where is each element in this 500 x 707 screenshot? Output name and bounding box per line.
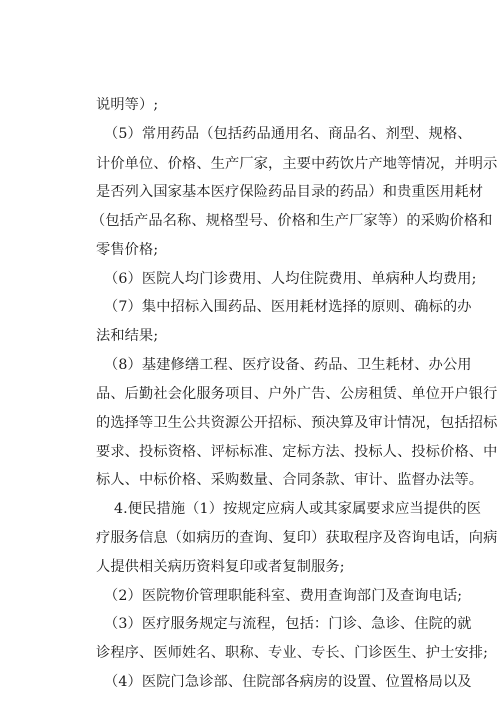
body-text-line: 计价单位、价格、生产厂家，主要中药饮片产地等情况，并明示 <box>96 156 498 172</box>
body-text-line: 疗服务信息（如病历的查询、复印）获取程序及咨询电话，向病 <box>96 530 498 546</box>
body-text-line: （2）医院物价管理职能科室、费用查询部门及查询电话; <box>104 588 463 604</box>
body-text-line: （4）医院门急诊部、住院部各病房的设置、位置格局以及 <box>104 674 472 690</box>
body-text-line: （5）常用药品（包括药品通用名、商品名、剂型、规格、 <box>104 126 472 142</box>
body-text-line: 4.便民措施（1）按规定应病人或其家属要求应当提供的医 <box>114 501 482 517</box>
body-text-line: 人提供相关病历资料复印或者复制服务; <box>96 559 345 575</box>
body-text-line: 要求、投标资格、评标标准、定标方法、投标人、投标价格、中 <box>96 444 498 460</box>
body-text-line: 是否列入国家基本医疗保险药品目录的药品）和贵重医用耗材 <box>96 184 484 200</box>
body-text-line: （8）基建修缮工程、医疗设备、药品、卫生耗材、办公用 <box>104 357 472 373</box>
body-text-line: 的选择等卫生公共资源公开招标、预决算及审计情况，包括招标 <box>96 415 498 431</box>
body-text-line: （6）医院人均门诊费用、人均住院费用、单病种人均费用; <box>104 271 477 287</box>
body-text-line: （3）医疗服务规定与流程，包括：门诊、急诊、住院的就 <box>104 616 472 632</box>
body-text-line: 法和结果; <box>96 328 159 344</box>
body-text-line: 说明等）; <box>96 97 159 113</box>
body-text-line: 标人、中标价格、采购数量、合同条款、审计、监督办法等。 <box>96 472 484 488</box>
body-text-line: （7）集中招标入围药品、医用耗材选择的原则、确标的办 <box>104 299 472 315</box>
body-text-line: 品、后勤社会化服务项目、户外广告、公房租赁、单位开户银行 <box>96 386 498 402</box>
body-text-line: （包括产品名称、规格型号、价格和生产厂家等）的采购价格和 <box>91 213 493 229</box>
body-text-line: 诊程序、医师姓名、职称、专业、专长、门诊医生、护士安排; <box>96 645 489 661</box>
body-text-line: 零售价格; <box>96 242 159 258</box>
